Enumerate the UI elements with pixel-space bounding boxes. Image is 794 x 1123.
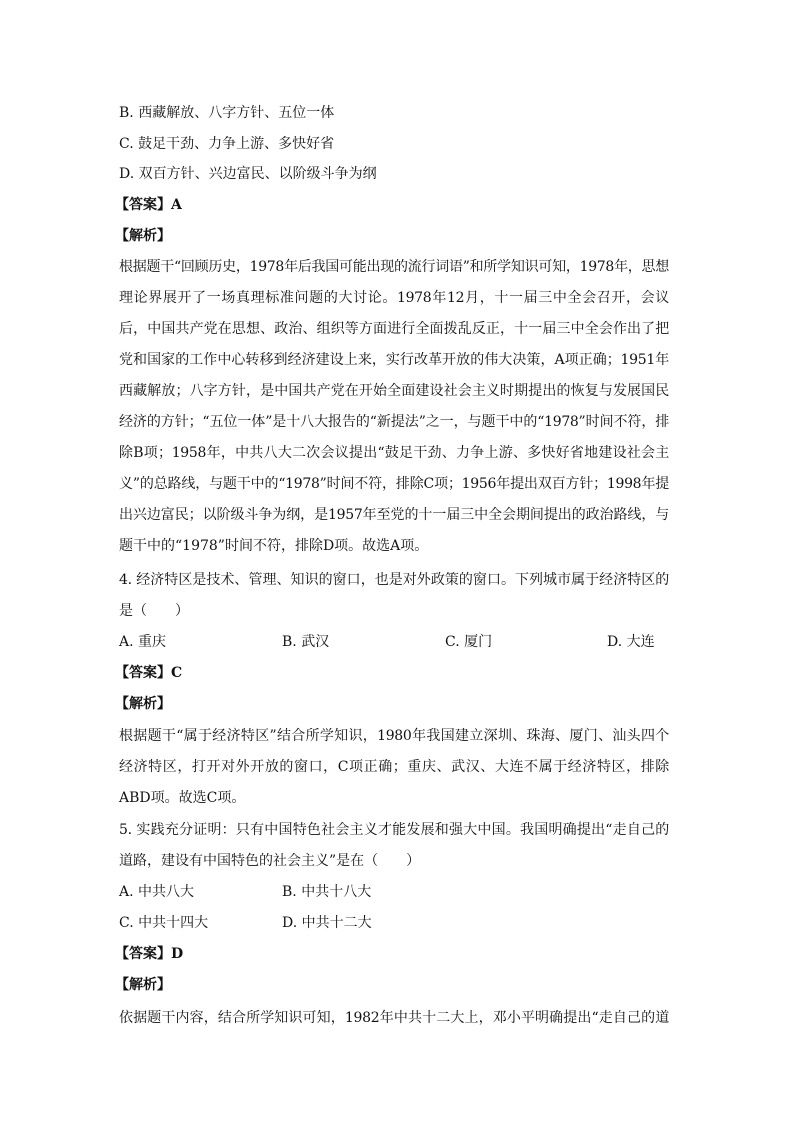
q3-option-d: D. 双百方针、兴边富民、以阶级斗争为纲 bbox=[119, 166, 377, 182]
q5-option-d: D. 中共十二大 bbox=[282, 915, 372, 931]
q5-analysis-line: 依据题干内容，结合所学知识可知，1982年中共十二大上，邓小平明确提出“走自己的道 bbox=[119, 1010, 669, 1026]
q4-answer: 【答案】C bbox=[115, 665, 183, 681]
q3-analysis-line: 党和国家的工作中心转移到经济建设上来，实行改革开放的伟大决策，A项正确；1951年 bbox=[119, 352, 669, 368]
q3-analysis-line: 题干中的“1978”时间不符，排除D项。故选A项。 bbox=[119, 538, 429, 554]
q3-answer: 【答案】A bbox=[115, 197, 182, 213]
q4-option-a: A. 重庆 bbox=[119, 634, 167, 650]
q3-analysis-line: 出兴边富民；以阶级斗争为纲，是1957年至党的十一届三中全会期间提出的政治路线，与 bbox=[119, 507, 669, 523]
q3-analysis-line: 根据题干“回顾历史，1978年后我国可能出现的流行词语”和所学知识可知，1978年，思想 bbox=[119, 259, 669, 275]
q3-analysis-label: 【解析】 bbox=[115, 228, 171, 244]
q5-option-c: C. 中共十四大 bbox=[119, 915, 209, 931]
q3-analysis-line: 西藏解放；八字方针，是中国共产党在开始全面建设社会主义时期提出的恢复与发展国民 bbox=[119, 383, 669, 399]
q3-option-b: B. 西藏解放、八字方针、五位一体 bbox=[119, 105, 335, 121]
q4-option-c: C. 厦门 bbox=[445, 634, 493, 650]
q4-analysis-label: 【解析】 bbox=[115, 696, 171, 712]
q3-analysis-line: 经济的方针；“五位一体”是十八大报告的“新提法”之一，与题干中的“1978”时间不符，排 bbox=[119, 414, 669, 430]
q4-stem-line: 4. 经济特区是技术、管理、知识的窗口，也是对外政策的窗口。下列城市属于经济特区的 bbox=[119, 572, 669, 588]
q4-stem-line: 是（ ） bbox=[119, 603, 189, 619]
q3-analysis-line: 除B项；1958年，中共八大二次会议提出“鼓足干劲、力争上游、多快好省地建设社会主 bbox=[119, 445, 669, 461]
q3-analysis-line: 后，中国共产党在思想、政治、组织等方面进行全面拨乱反正，十一届三中全会作出了把 bbox=[119, 321, 669, 337]
q4-analysis-line: ABD项。故选C项。 bbox=[119, 790, 246, 806]
q5-option-a: A. 中共八大 bbox=[119, 884, 195, 900]
q3-analysis-line: 理论界展开了一场真理标准问题的大讨论。1978年12月，十一届三中全会召开，会议 bbox=[119, 290, 669, 306]
q4-option-b: B. 武汉 bbox=[282, 634, 330, 650]
q5-stem-line: 道路，建设有中国特色的社会主义”是在（ ） bbox=[119, 853, 421, 869]
q4-analysis-line: 根据题干“属于经济特区”结合所学知识，1980年我国建立深圳、珠海、厦门、汕头四个 bbox=[119, 728, 669, 744]
q5-analysis-label: 【解析】 bbox=[115, 977, 171, 993]
q4-option-d: D. 大连 bbox=[607, 634, 655, 650]
q3-analysis-line: 义”的总路线，与题干中的“1978”时间不符，排除C项；1956年提出双百方针；1998年提 bbox=[119, 476, 669, 492]
q3-option-c: C. 鼓足干劲、力争上游、多快好省 bbox=[119, 136, 335, 152]
q5-answer: 【答案】D bbox=[115, 946, 184, 962]
q5-stem-line: 5. 实践充分证明：只有中国特色社会主义才能发展和强大中国。我国明确提出“走自己的 bbox=[119, 822, 669, 838]
q4-analysis-line: 经济特区，打开对外开放的窗口，C项正确；重庆、武汉、大连不属于经济特区，排除 bbox=[119, 759, 669, 775]
q5-option-b: B. 中共十八大 bbox=[282, 884, 372, 900]
